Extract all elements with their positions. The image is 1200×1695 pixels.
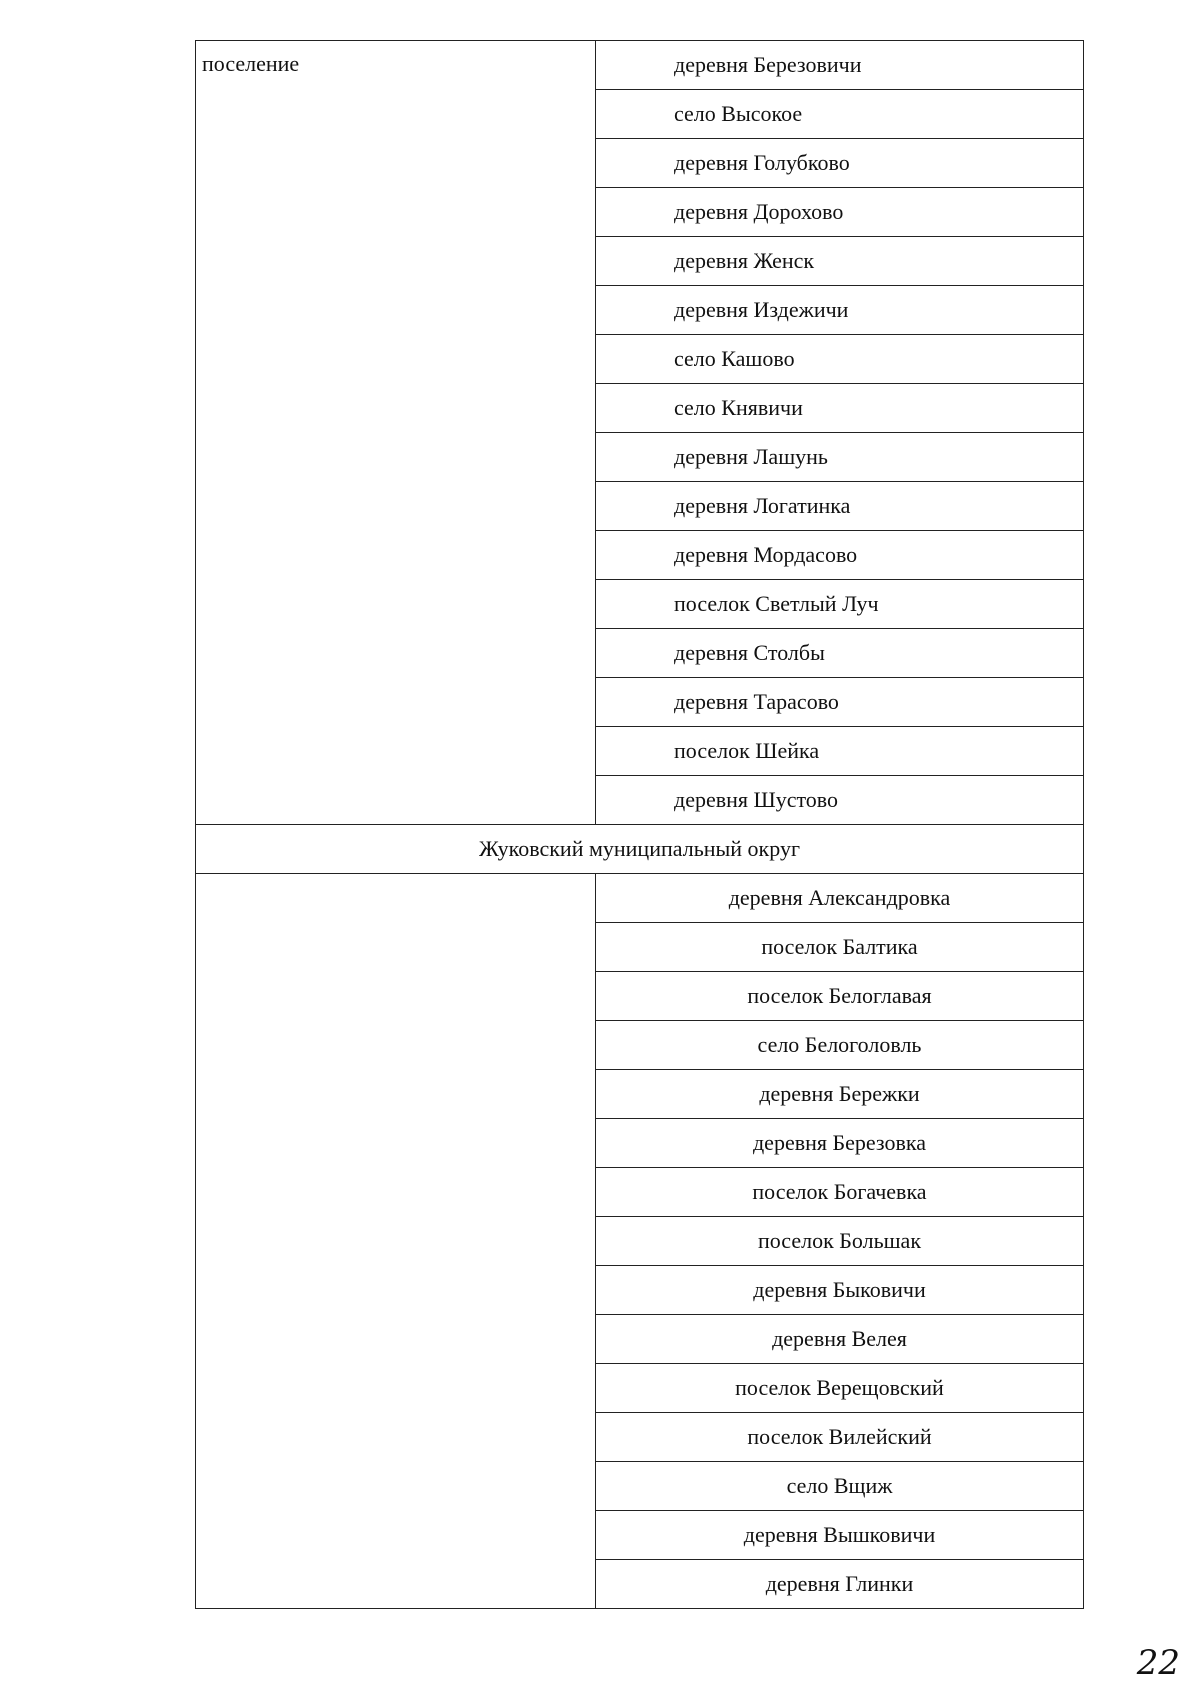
settlement-cell: деревня Глинки [596, 1560, 1084, 1609]
settlement-cell: деревня Голубково [596, 139, 1084, 188]
settlement-cell: поселок Верещовский [596, 1364, 1084, 1413]
settlement-cell: деревня Березовичи [596, 41, 1084, 90]
settlement-cell: деревня Быковичи [596, 1266, 1084, 1315]
settlement-cell: деревня Женск [596, 237, 1084, 286]
settlement-cell: село Вщиж [596, 1462, 1084, 1511]
settlement-cell: деревня Вышковичи [596, 1511, 1084, 1560]
settlement-cell: поселок Балтика [596, 923, 1084, 972]
settlements-table-body [196, 41, 1084, 1609]
settlement-cell: деревня Издежичи [596, 286, 1084, 335]
table-row [196, 874, 1084, 923]
settlement-cell: село Высокое [596, 90, 1084, 139]
settlement-cell: поселок Большак [596, 1217, 1084, 1266]
municipality-label [196, 874, 596, 1609]
settlement-cell: деревня Бережки [596, 1070, 1084, 1119]
settlement-cell: село Белоголовль [596, 1021, 1084, 1070]
settlements-table [195, 40, 1084, 1609]
page-number: 22 [1136, 1643, 1180, 1683]
municipality-label: поселение [196, 41, 596, 825]
settlement-cell: село Кашово [596, 335, 1084, 384]
settlement-cell: деревня Тарасово [596, 678, 1084, 727]
section-heading: Жуковский муниципальный округ [196, 825, 1084, 874]
settlement-cell: поселок Шейка [596, 727, 1084, 776]
section-heading-row [196, 825, 1084, 874]
settlement-cell: деревня Шустово [596, 776, 1084, 825]
settlement-cell: деревня Столбы [596, 629, 1084, 678]
settlement-cell: деревня Логатинка [596, 482, 1084, 531]
settlement-cell: поселок Светлый Луч [596, 580, 1084, 629]
settlement-cell: деревня Александровка [596, 874, 1084, 923]
settlement-cell: деревня Мордасово [596, 531, 1084, 580]
settlement-cell: поселок Вилейский [596, 1413, 1084, 1462]
table-row [196, 41, 1084, 90]
settlement-cell: поселок Богачевка [596, 1168, 1084, 1217]
settlement-cell: деревня Лашунь [596, 433, 1084, 482]
settlement-cell: деревня Березовка [596, 1119, 1084, 1168]
settlement-cell: деревня Велея [596, 1315, 1084, 1364]
settlement-cell: село Княвичи [596, 384, 1084, 433]
settlement-cell: деревня Дорохово [596, 188, 1084, 237]
settlement-cell: поселок Белоглавая [596, 972, 1084, 1021]
